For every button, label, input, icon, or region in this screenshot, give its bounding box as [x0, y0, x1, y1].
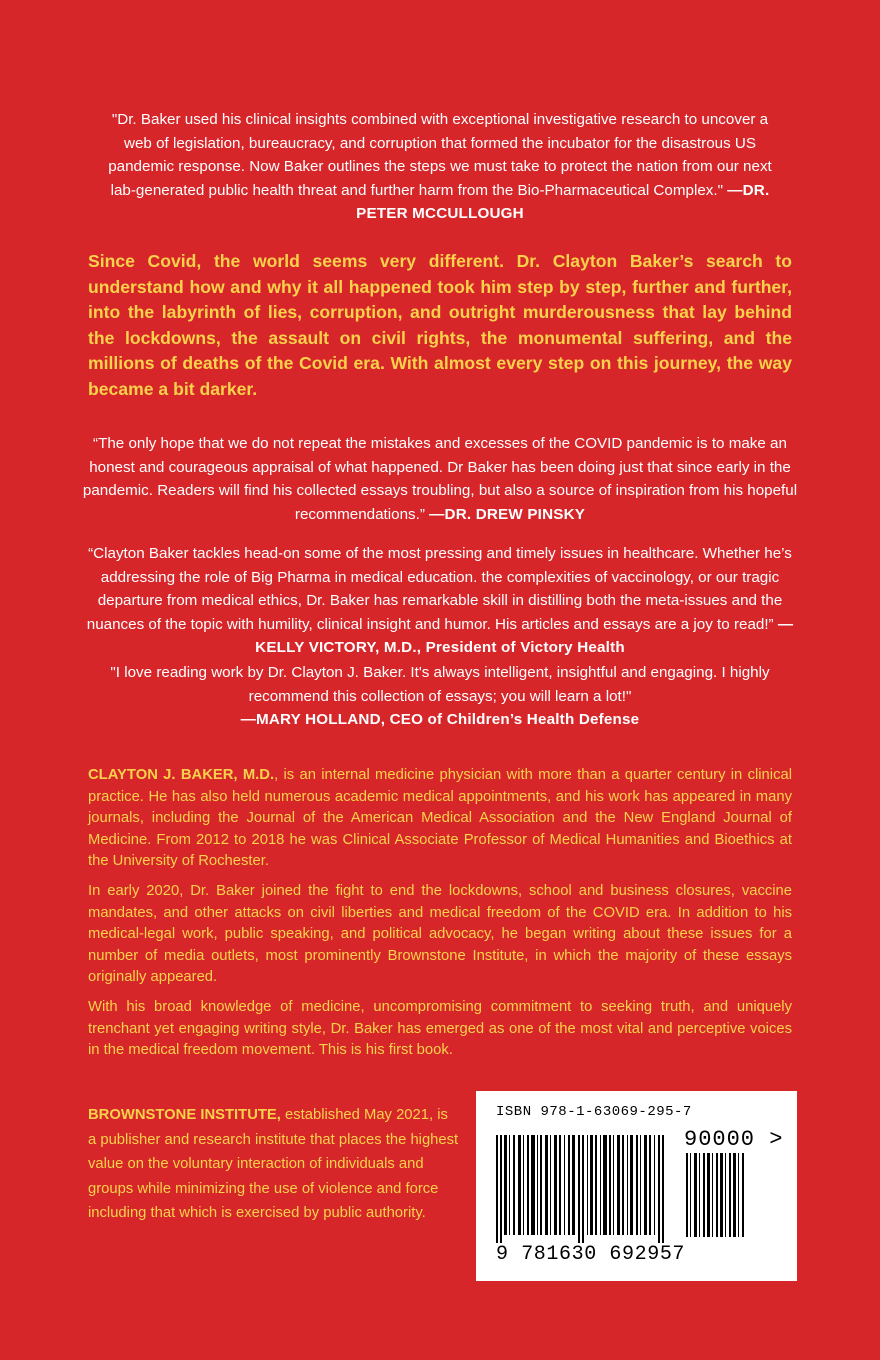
main-barcode-bars [494, 1127, 674, 1243]
quote-text: “Clayton Baker tackles head-on some of the most pressing and timely issues in healthcare. Whether he’s addressing the role of Big Pharma in medical education. the complexities of vaccinology, or our tragic departure from medical ethics, Dr. Baker has remarkable skill in distilling both the meta-issues and the nuances of the topic with humility, clinical insight and humor. His articles and essays are a joy to read!” [86, 545, 792, 633]
publisher-description [88, 1103, 460, 1226]
quote-victory [82, 542, 798, 660]
book-blurb: Since Covid, the world seems very different. Dr. Clayton Baker’s search to understand how and why it all happened took him step by step, further and further, into the labyrinth of lies, corruption, and outright murderousness that lay behind the lockdowns, the assault on civil rights, the monumental suffering, and the millions of deaths of the Covid era. With almost every step on this journey, the way became a bit darker. [88, 251, 792, 399]
quote-pinsky [82, 432, 798, 526]
author-bio-paragraph-3: With his broad knowledge of medicine, uncompromising commitment to seeking truth, and uniquely trenchant yet engaging writing style, Dr. Baker has emerged as one of the most vital and perceptive voices in the medical freedom movement. This is his first book. [88, 999, 792, 1058]
quote-mccullough [100, 108, 780, 226]
quote-attribution: —KELLY VICTORY, M.D., President of Victory Health [255, 615, 794, 656]
quote-text: “The only hope that we do not repeat the mistakes and excesses of the COVID pandemic is to make an honest and courageous appraisal of what happened. Dr Baker has been doing just that since early in the pandemic. Readers will find his collected essays troubling, but also a source of inspiration from his hopeful recommendations.” [82, 435, 798, 523]
quote-text: "Dr. Baker used his clinical insights combined with exceptional investigative research to uncover a web of legislation, bureaucracy, and corruption that formed the incubator for the disastrous US pandemic response. Now Baker outlines the steps we must take to protect the nation from our next lab-generated public health threat and further harm from the Bio-Pharmaceutical Complex." [108, 111, 772, 199]
barcode-digits: 9 781630 692957 [496, 1243, 686, 1266]
bio-text-1: , is an internal medicine physician with more than a quarter century in clinical practice. He has also held numerous academic medical appointments, and his work has appeared in many journals, including the Journal of the American Medical Association and the New England Journal of Medicine. From 2012 to 2018 he was Clinical Associate Professor of Medical Humanities and Bioethics at the University of Rochester. [88, 767, 792, 869]
author-bio-paragraph-2: In early 2020, Dr. Baker joined the fight to end the lockdowns, school and business closures, vaccine mandates, and other attacks on civil liberties and medical freedom of the COVID era. In addition to his medical-legal work, public speaking, and political advocacy, he began writing about these issues for a number of media outlets, most prominently Brownstone Institute, in which the majority of these essays originally appeared. [88, 883, 792, 985]
quote-holland [110, 661, 770, 732]
quote-attribution: —MARY HOLLAND, CEO of Children’s Health Defense [240, 711, 640, 728]
isbn-label: ISBN 978-1-63069-295-7 [496, 1104, 692, 1120]
quote-attribution: —DR. DREW PINSKY [429, 505, 586, 523]
quote-attribution: —DR. PETER MCCULLOUGH [356, 181, 770, 222]
publisher-name: BROWNSTONE INSTITUTE, [88, 1107, 281, 1123]
isbn-barcode [476, 1091, 797, 1281]
price-code: 90000 > [684, 1127, 784, 1152]
quote-text: "I love reading work by Dr. Clayton J. Baker. It's always intelligent, insightful and engaging. I highly recommend this collection of essays; you will learn a lot!" [110, 664, 770, 705]
author-name: CLAYTON J. BAKER, M.D. [88, 767, 275, 783]
price-barcode-bars [684, 1153, 748, 1237]
publisher-text: established May 2021, is a publisher and research institute that places the highest value on the voluntary interaction of individuals and groups while minimizing the use of violence and force including that which is exercised by public authority. [88, 1107, 459, 1221]
author-bio-paragraph-1 [88, 765, 792, 873]
